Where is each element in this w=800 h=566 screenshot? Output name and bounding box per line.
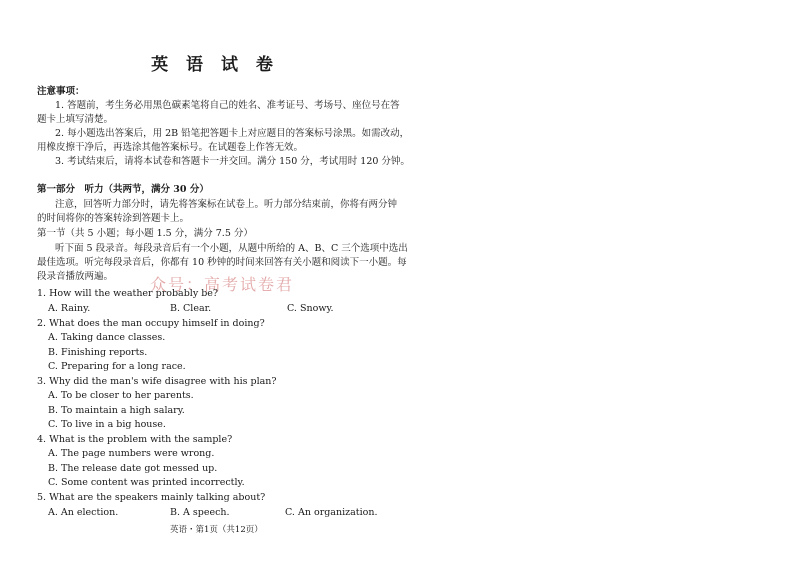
option-4b: B. The release date got messed up. xyxy=(48,463,218,474)
section1-intro-line: 最佳选项。听完每段录音后，你都有 10 秒钟的时间来回答有关小题和阅读下一小题。每 xyxy=(37,257,407,268)
page-footer: 英语・第1页（共12页） xyxy=(170,525,263,535)
option-1a: A. Rainy. xyxy=(48,303,91,314)
question-4: 4. What is the problem with the sample? xyxy=(37,434,233,445)
part1-intro-line: 的时间将你的答案转涂到答题卡上。 xyxy=(37,213,190,224)
notice-line: 题卡上填写清楚。 xyxy=(37,114,114,125)
option-3c: C. To live in a big house. xyxy=(48,419,166,430)
option-2c: C. Preparing for a long race. xyxy=(48,361,186,372)
notice-line: 1. 答题前，考生务必用黑色碳素笔将自己的姓名、准考证号、考场号、座位号在答 xyxy=(55,100,400,111)
option-3a: A. To be closer to her parents. xyxy=(48,390,194,401)
question-5: 5. What are the speakers mainly talking about? xyxy=(37,492,266,503)
question-1: 1. How will the weather probably be? xyxy=(37,288,219,299)
option-4c: C. Some content was printed incorrectly. xyxy=(48,477,245,488)
section1-heading: 第一节（共 5 小题；每小题 1.5 分，满分 7.5 分） xyxy=(37,228,253,239)
notice-heading: 注意事项： xyxy=(37,86,85,97)
option-2b: B. Finishing reports. xyxy=(48,347,148,358)
option-1c: C. Snowy. xyxy=(287,303,334,314)
notice-line: 3. 考试结束后，请将本试卷和答题卡一并交回。满分 150 分，考试用时 120 分钟。 xyxy=(55,156,410,167)
page-title: 英 语 试 卷 xyxy=(151,55,279,75)
section1-intro-line: 听下面 5 段录音。每段录音后有一个小题，从题中所给的 A、B、C 三个选项中选出 xyxy=(55,243,408,254)
option-5c: C. An organization. xyxy=(285,507,378,518)
option-4a: A. The page numbers were wrong. xyxy=(48,448,215,459)
watermark: 众号：高考试卷君 xyxy=(150,275,295,294)
part1-heading: 第一部分 听力（共两节，满分 30 分） xyxy=(37,184,209,195)
option-5a: A. An election. xyxy=(48,507,119,518)
question-3: 3. Why did the man's wife disagree with his plan? xyxy=(37,376,277,387)
option-3b: B. To maintain a high salary. xyxy=(48,405,185,416)
section1-intro-line: 段录音播放两遍。 xyxy=(37,271,114,282)
part1-intro-line: 注意，回答听力部分时，请先将答案标在试卷上。听力部分结束前，你将有两分钟 xyxy=(55,199,398,210)
option-1b: B. Clear. xyxy=(170,303,212,314)
option-2a: A. Taking dance classes. xyxy=(48,332,166,343)
option-5b: B. A speech. xyxy=(170,507,230,518)
notice-line: 2. 每小题选出答案后，用 2B 铅笔把答题卡上对应题目的答案标号涂黑。如需改动， xyxy=(55,128,410,139)
notice-line: 用橡皮擦干净后，再选涂其他答案标号。在试题卷上作答无效。 xyxy=(37,142,304,153)
question-2: 2. What does the man occupy himself in doing? xyxy=(37,318,265,329)
